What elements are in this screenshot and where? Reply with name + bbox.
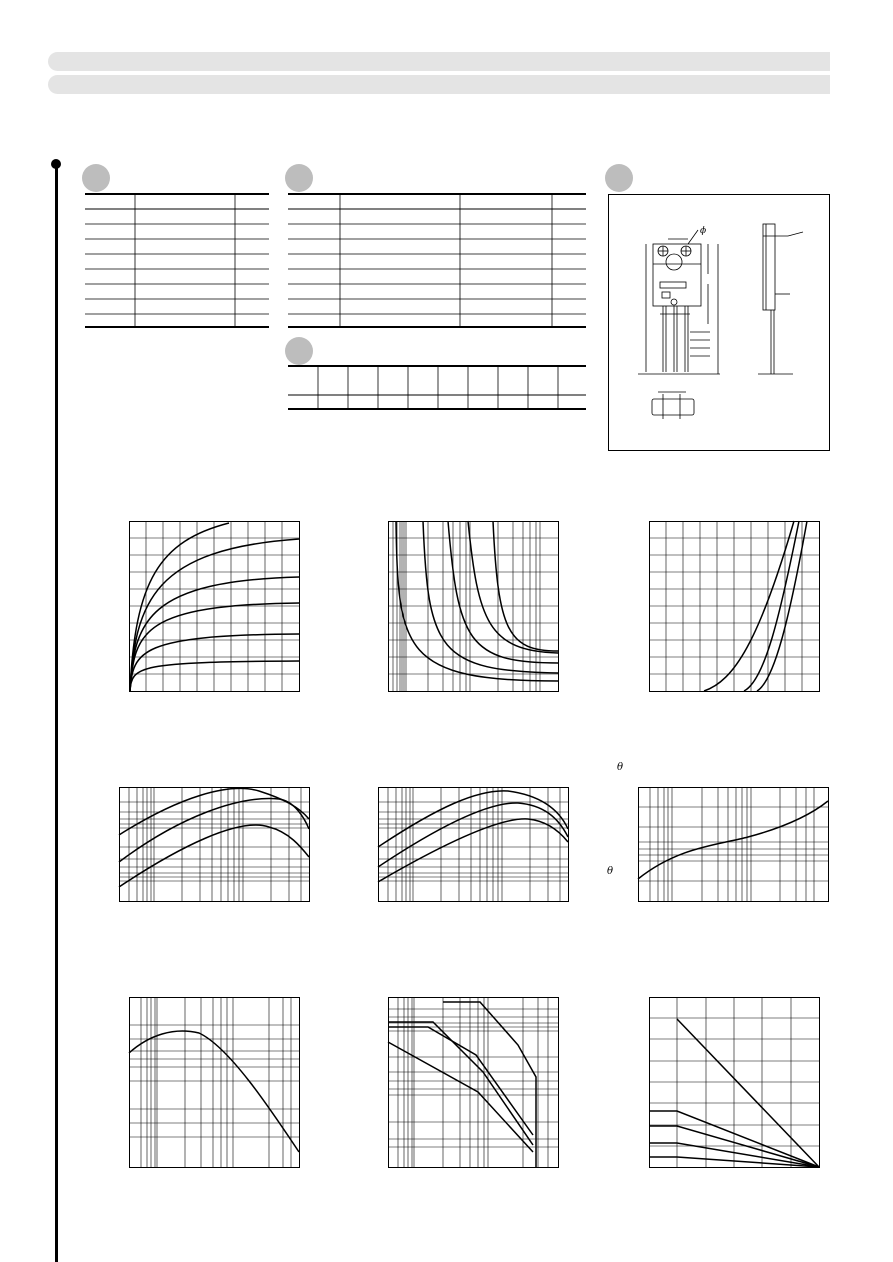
theta-label-side: θ [607,866,614,877]
graph-ic-vbe [649,521,821,693]
section-badge-3 [605,164,633,192]
absolute-ratings-table [85,193,270,329]
phi-label: ϕ [700,226,707,236]
graph-safe-operating [129,997,301,1169]
section-badge-1 [82,164,110,192]
header-band-top [48,52,830,71]
graph-soa-pulse [388,997,560,1169]
header-band-bottom [48,75,830,94]
graph-transient-thermal [638,787,830,903]
electrical-characteristics-table [288,193,588,329]
margin-line [55,162,58,1262]
graph-hfe-ic-1 [119,787,311,903]
section-badge-4 [285,337,313,365]
graph-ic-vce [129,521,301,693]
theta-label-top: θ [617,762,624,773]
graph-hfe-ic-2 [378,787,570,903]
graph-vce-ib [388,521,560,693]
graph-power-derating [649,997,821,1169]
section-badge-2 [285,164,313,192]
package-outline-drawing [608,194,831,452]
classification-table [288,365,588,411]
